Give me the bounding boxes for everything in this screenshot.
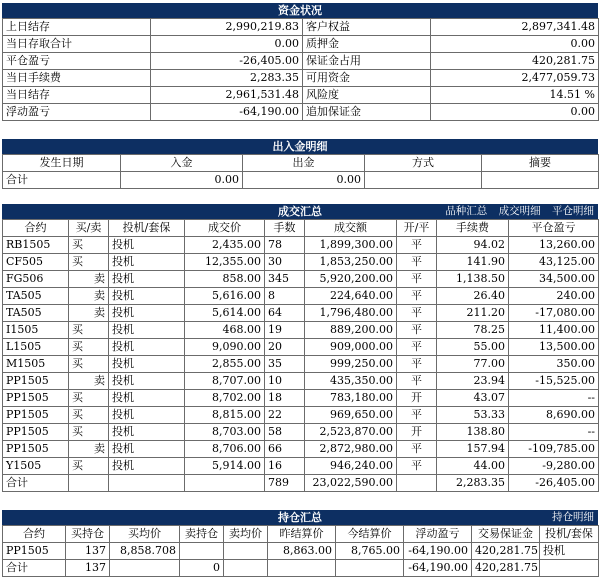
trade-cell: 44.00 bbox=[437, 458, 509, 475]
trades-table bbox=[2, 219, 599, 492]
col-header: 方式 bbox=[365, 155, 482, 172]
funds-value: 2,897,341.48 bbox=[431, 19, 599, 36]
trades-total-row bbox=[3, 475, 599, 492]
trade-cell: 224,640.00 bbox=[305, 288, 397, 305]
table-row bbox=[3, 356, 599, 373]
empty-cell bbox=[69, 475, 109, 492]
trade-cell: 11,400.00 bbox=[509, 322, 599, 339]
trade-cell: 买 bbox=[69, 390, 109, 407]
trade-cell: 55.00 bbox=[437, 339, 509, 356]
link-close-detail[interactable]: 平仓明细 bbox=[552, 205, 594, 217]
positions-section bbox=[2, 510, 598, 577]
trade-cell: 平 bbox=[397, 322, 437, 339]
col-header: 交易保证金 bbox=[472, 526, 540, 543]
funds-value: 2,283.35 bbox=[151, 70, 303, 87]
trade-cell: 13,260.00 bbox=[509, 237, 599, 254]
funds-label: 客户权益 bbox=[303, 19, 431, 36]
trade-cell: 5,616.00 bbox=[185, 288, 265, 305]
trade-cell: -109,785.00 bbox=[509, 441, 599, 458]
total-in: 0.00 bbox=[121, 172, 243, 189]
funds-title: 资金状况 bbox=[2, 3, 598, 18]
trade-cell: 买 bbox=[69, 322, 109, 339]
trade-cell: 平 bbox=[397, 288, 437, 305]
trade-cell: 138.80 bbox=[437, 424, 509, 441]
col-header: 今结算价 bbox=[336, 526, 404, 543]
table-row bbox=[3, 441, 599, 458]
trade-cell: 投机 bbox=[109, 424, 185, 441]
trade-cell: 211.20 bbox=[437, 305, 509, 322]
col-header: 卖均价 bbox=[224, 526, 268, 543]
col-header: 入金 bbox=[121, 155, 243, 172]
table-row bbox=[3, 458, 599, 475]
trade-cell: 投机 bbox=[109, 441, 185, 458]
trade-cell: 买 bbox=[69, 339, 109, 356]
deposits-header-row bbox=[3, 155, 599, 172]
trade-cell: 8,707.00 bbox=[185, 373, 265, 390]
total-amount: 23,022,590.00 bbox=[305, 475, 397, 492]
trade-cell: 13,500.00 bbox=[509, 339, 599, 356]
trade-cell: 买 bbox=[69, 424, 109, 441]
empty-cell bbox=[110, 560, 180, 577]
trade-cell: 43.07 bbox=[437, 390, 509, 407]
funds-section bbox=[2, 3, 598, 121]
positions-title-bar bbox=[2, 510, 598, 525]
table-row bbox=[3, 237, 599, 254]
total-pnl: -64,190.00 bbox=[404, 560, 472, 577]
funds-value: 0.00 bbox=[431, 36, 599, 53]
trade-cell: 78 bbox=[265, 237, 305, 254]
funds-value: -64,190.00 bbox=[151, 104, 303, 121]
total-label: 合计 bbox=[3, 475, 69, 492]
trade-cell: 开 bbox=[397, 390, 437, 407]
funds-value: 0.00 bbox=[151, 36, 303, 53]
funds-label: 当日手续费 bbox=[3, 70, 151, 87]
deposits-table bbox=[2, 154, 599, 189]
col-header: 发生日期 bbox=[3, 155, 121, 172]
trade-cell: PP1505 bbox=[3, 424, 69, 441]
table-row bbox=[3, 288, 599, 305]
trade-cell: 23.94 bbox=[437, 373, 509, 390]
col-header: 成交价 bbox=[185, 220, 265, 237]
trade-cell: 投机 bbox=[109, 339, 185, 356]
link-trade-detail[interactable]: 成交明细 bbox=[498, 205, 541, 217]
trade-cell: 平 bbox=[397, 458, 437, 475]
trade-cell: 10 bbox=[265, 373, 305, 390]
trade-cell: 345 bbox=[265, 271, 305, 288]
trades-title: 成交汇总 bbox=[278, 205, 322, 218]
funds-row bbox=[3, 70, 599, 87]
trade-cell: 468.00 bbox=[185, 322, 265, 339]
funds-label: 质押金 bbox=[303, 36, 431, 53]
trade-cell: 平 bbox=[397, 373, 437, 390]
trade-cell: 卖 bbox=[69, 305, 109, 322]
trade-cell: 平 bbox=[397, 339, 437, 356]
total-label: 合计 bbox=[3, 172, 121, 189]
trade-cell: 平 bbox=[397, 254, 437, 271]
trade-cell: 157.94 bbox=[437, 441, 509, 458]
table-row bbox=[3, 254, 599, 271]
position-cell: 8,858.708 bbox=[110, 543, 180, 560]
table-row bbox=[3, 271, 599, 288]
funds-row bbox=[3, 36, 599, 53]
trade-cell: 平 bbox=[397, 237, 437, 254]
trade-cell: 卖 bbox=[69, 441, 109, 458]
position-cell: 420,281.75 bbox=[472, 543, 540, 560]
position-cell: 8,863.00 bbox=[268, 543, 336, 560]
funds-value: 14.51 % bbox=[431, 87, 599, 104]
trades-title-bar bbox=[2, 204, 598, 219]
funds-row bbox=[3, 104, 599, 121]
col-header: 成交额 bbox=[305, 220, 397, 237]
empty-cell bbox=[336, 560, 404, 577]
trade-cell: I1505 bbox=[3, 322, 69, 339]
trade-cell: 1,796,480.00 bbox=[305, 305, 397, 322]
trade-cell: 投机 bbox=[109, 254, 185, 271]
trade-cell: 8,703.00 bbox=[185, 424, 265, 441]
trade-cell: 投机 bbox=[109, 288, 185, 305]
position-cell bbox=[224, 543, 268, 560]
trade-cell: 投机 bbox=[109, 322, 185, 339]
trade-cell: 平 bbox=[397, 305, 437, 322]
position-cell: 137 bbox=[66, 543, 110, 560]
funds-label: 保证金占用 bbox=[303, 53, 431, 70]
trade-cell: 53.33 bbox=[437, 407, 509, 424]
total-out: 0.00 bbox=[243, 172, 365, 189]
col-header: 平仓盈亏 bbox=[509, 220, 599, 237]
trade-cell: 5,614.00 bbox=[185, 305, 265, 322]
total-pnl: -26,405.00 bbox=[509, 475, 599, 492]
funds-row bbox=[3, 19, 599, 36]
trade-cell: 卖 bbox=[69, 271, 109, 288]
trade-cell: 19 bbox=[265, 322, 305, 339]
funds-label: 当日结存 bbox=[3, 87, 151, 104]
trade-cell: 999,250.00 bbox=[305, 356, 397, 373]
funds-label: 可用资金 bbox=[303, 70, 431, 87]
table-row bbox=[3, 322, 599, 339]
trade-cell: 8,690.00 bbox=[509, 407, 599, 424]
funds-table bbox=[2, 18, 599, 121]
trade-cell: PP1505 bbox=[3, 390, 69, 407]
empty-cell bbox=[185, 475, 265, 492]
trade-cell: 卖 bbox=[69, 288, 109, 305]
trade-cell: 5,914.00 bbox=[185, 458, 265, 475]
empty-cell bbox=[268, 560, 336, 577]
trade-cell: 5,920,200.00 bbox=[305, 271, 397, 288]
position-cell: PP1505 bbox=[3, 543, 66, 560]
funds-value: 420,281.75 bbox=[431, 53, 599, 70]
trade-cell: FG506 bbox=[3, 271, 69, 288]
col-header: 合约 bbox=[3, 220, 69, 237]
total-fee: 2,283.35 bbox=[437, 475, 509, 492]
deposits-total-row bbox=[3, 172, 599, 189]
col-header: 手续费 bbox=[437, 220, 509, 237]
trade-cell: 投机 bbox=[109, 237, 185, 254]
trade-cell: 2,855.00 bbox=[185, 356, 265, 373]
col-header: 买持仓 bbox=[66, 526, 110, 543]
trade-cell: 平 bbox=[397, 407, 437, 424]
trade-cell: Y1505 bbox=[3, 458, 69, 475]
empty-cell bbox=[224, 560, 268, 577]
trade-cell: 66 bbox=[265, 441, 305, 458]
empty-cell bbox=[109, 475, 185, 492]
trade-cell: 20 bbox=[265, 339, 305, 356]
link-product-summary[interactable]: 品种汇总 bbox=[445, 205, 488, 217]
funds-row bbox=[3, 53, 599, 70]
trades-header-row bbox=[3, 220, 599, 237]
funds-label: 浮动盈亏 bbox=[3, 104, 151, 121]
col-header: 手数 bbox=[265, 220, 305, 237]
total-sell: 0 bbox=[180, 560, 224, 577]
empty-cell bbox=[482, 172, 599, 189]
trade-cell: -- bbox=[509, 390, 599, 407]
trade-cell: 2,435.00 bbox=[185, 237, 265, 254]
trade-cell: 卖 bbox=[69, 373, 109, 390]
funds-value: 2,990,219.83 bbox=[151, 19, 303, 36]
trade-cell: CF505 bbox=[3, 254, 69, 271]
trade-cell: 43,125.00 bbox=[509, 254, 599, 271]
trade-cell: 投机 bbox=[109, 373, 185, 390]
funds-label: 上日结存 bbox=[3, 19, 151, 36]
trade-cell: 35 bbox=[265, 356, 305, 373]
table-row bbox=[3, 424, 599, 441]
col-header: 浮动盈亏 bbox=[404, 526, 472, 543]
funds-value: 2,961,531.48 bbox=[151, 87, 303, 104]
trade-cell: 9,090.00 bbox=[185, 339, 265, 356]
trade-cell: 18 bbox=[265, 390, 305, 407]
trade-cell: -- bbox=[509, 424, 599, 441]
trade-cell: 946,240.00 bbox=[305, 458, 397, 475]
funds-value: 0.00 bbox=[431, 104, 599, 121]
trade-cell: 投机 bbox=[109, 271, 185, 288]
col-header: 买/卖 bbox=[69, 220, 109, 237]
table-row bbox=[3, 390, 599, 407]
funds-value: -26,405.00 bbox=[151, 53, 303, 70]
trade-cell: 投机 bbox=[109, 305, 185, 322]
positions-table bbox=[2, 525, 599, 577]
trade-cell: 8,815.00 bbox=[185, 407, 265, 424]
position-cell: 投机 bbox=[540, 543, 599, 560]
funds-label: 平仓盈亏 bbox=[3, 53, 151, 70]
trade-cell: 买 bbox=[69, 356, 109, 373]
trade-cell: 1,899,300.00 bbox=[305, 237, 397, 254]
deposits-section bbox=[2, 139, 598, 189]
total-lots: 789 bbox=[265, 475, 305, 492]
position-cell: 8,765.00 bbox=[336, 543, 404, 560]
total-label: 合计 bbox=[3, 560, 66, 577]
trade-cell: 34,500.00 bbox=[509, 271, 599, 288]
trade-cell: 投机 bbox=[109, 458, 185, 475]
trade-cell: 买 bbox=[69, 458, 109, 475]
trade-cell: 64 bbox=[265, 305, 305, 322]
trade-cell: -15,525.00 bbox=[509, 373, 599, 390]
trade-cell: 350.00 bbox=[509, 356, 599, 373]
trade-cell: 22 bbox=[265, 407, 305, 424]
trade-cell: 1,138.50 bbox=[437, 271, 509, 288]
trade-cell: PP1505 bbox=[3, 373, 69, 390]
trade-cell: 2,872,980.00 bbox=[305, 441, 397, 458]
trade-cell: 投机 bbox=[109, 390, 185, 407]
trade-cell: 买 bbox=[69, 237, 109, 254]
col-header: 昨结算价 bbox=[268, 526, 336, 543]
trade-cell: 858.00 bbox=[185, 271, 265, 288]
funds-label: 追加保证金 bbox=[303, 104, 431, 121]
trade-cell: 8 bbox=[265, 288, 305, 305]
position-cell: -64,190.00 bbox=[404, 543, 472, 560]
trade-cell: 435,350.00 bbox=[305, 373, 397, 390]
trade-cell: PP1505 bbox=[3, 441, 69, 458]
trade-cell: 平 bbox=[397, 271, 437, 288]
trade-cell: 30 bbox=[265, 254, 305, 271]
col-header: 摘要 bbox=[482, 155, 599, 172]
positions-title: 持仓汇总 bbox=[278, 511, 322, 524]
funds-value: 2,477,059.73 bbox=[431, 70, 599, 87]
trade-cell: 投机 bbox=[109, 407, 185, 424]
col-header: 投机/套保 bbox=[540, 526, 599, 543]
trades-section bbox=[2, 204, 598, 492]
link-position-detail[interactable]: 持仓明细 bbox=[552, 511, 594, 523]
trade-cell: PP1505 bbox=[3, 407, 69, 424]
col-header: 合约 bbox=[3, 526, 66, 543]
trade-cell: TA505 bbox=[3, 288, 69, 305]
total-margin: 420,281.75 bbox=[472, 560, 540, 577]
empty-cell bbox=[540, 560, 599, 577]
trade-cell: 909,000.00 bbox=[305, 339, 397, 356]
table-row bbox=[3, 339, 599, 356]
trade-cell: L1505 bbox=[3, 339, 69, 356]
table-row bbox=[3, 305, 599, 322]
trade-cell: 12,355.00 bbox=[185, 254, 265, 271]
trade-cell: 58 bbox=[265, 424, 305, 441]
trade-cell: RB1505 bbox=[3, 237, 69, 254]
trade-cell: 8,706.00 bbox=[185, 441, 265, 458]
table-row bbox=[3, 407, 599, 424]
trade-cell: 16 bbox=[265, 458, 305, 475]
positions-total-row bbox=[3, 560, 599, 577]
empty-cell bbox=[365, 172, 482, 189]
funds-label: 风险度 bbox=[303, 87, 431, 104]
col-header: 买均价 bbox=[110, 526, 180, 543]
trade-cell: 26.40 bbox=[437, 288, 509, 305]
total-buy: 137 bbox=[66, 560, 110, 577]
trade-cell: 94.02 bbox=[437, 237, 509, 254]
trade-cell: 投机 bbox=[109, 356, 185, 373]
deposits-title: 出入金明细 bbox=[2, 139, 598, 154]
trade-cell: 889,200.00 bbox=[305, 322, 397, 339]
trade-cell: 141.90 bbox=[437, 254, 509, 271]
col-header: 出金 bbox=[243, 155, 365, 172]
trade-cell: 77.00 bbox=[437, 356, 509, 373]
trade-cell: 240.00 bbox=[509, 288, 599, 305]
funds-row bbox=[3, 87, 599, 104]
position-cell bbox=[180, 543, 224, 560]
trade-cell: 买 bbox=[69, 254, 109, 271]
trade-cell: -9,280.00 bbox=[509, 458, 599, 475]
positions-header-row bbox=[3, 526, 599, 543]
trade-cell: 平 bbox=[397, 356, 437, 373]
trade-cell: TA505 bbox=[3, 305, 69, 322]
trade-cell: M1505 bbox=[3, 356, 69, 373]
trade-cell: 1,853,250.00 bbox=[305, 254, 397, 271]
trade-cell: 78.25 bbox=[437, 322, 509, 339]
empty-cell bbox=[397, 475, 437, 492]
trade-cell: 开 bbox=[397, 424, 437, 441]
col-header: 开/平 bbox=[397, 220, 437, 237]
table-row bbox=[3, 543, 599, 560]
table-row bbox=[3, 373, 599, 390]
trade-cell: 平 bbox=[397, 441, 437, 458]
col-header: 投机/套保 bbox=[109, 220, 185, 237]
trade-cell: 买 bbox=[69, 407, 109, 424]
trade-cell: 8,702.00 bbox=[185, 390, 265, 407]
trade-cell: -17,080.00 bbox=[509, 305, 599, 322]
trade-cell: 969,650.00 bbox=[305, 407, 397, 424]
trade-cell: 2,523,870.00 bbox=[305, 424, 397, 441]
col-header: 卖持仓 bbox=[180, 526, 224, 543]
trade-cell: 783,180.00 bbox=[305, 390, 397, 407]
funds-label: 当日存取合计 bbox=[3, 36, 151, 53]
